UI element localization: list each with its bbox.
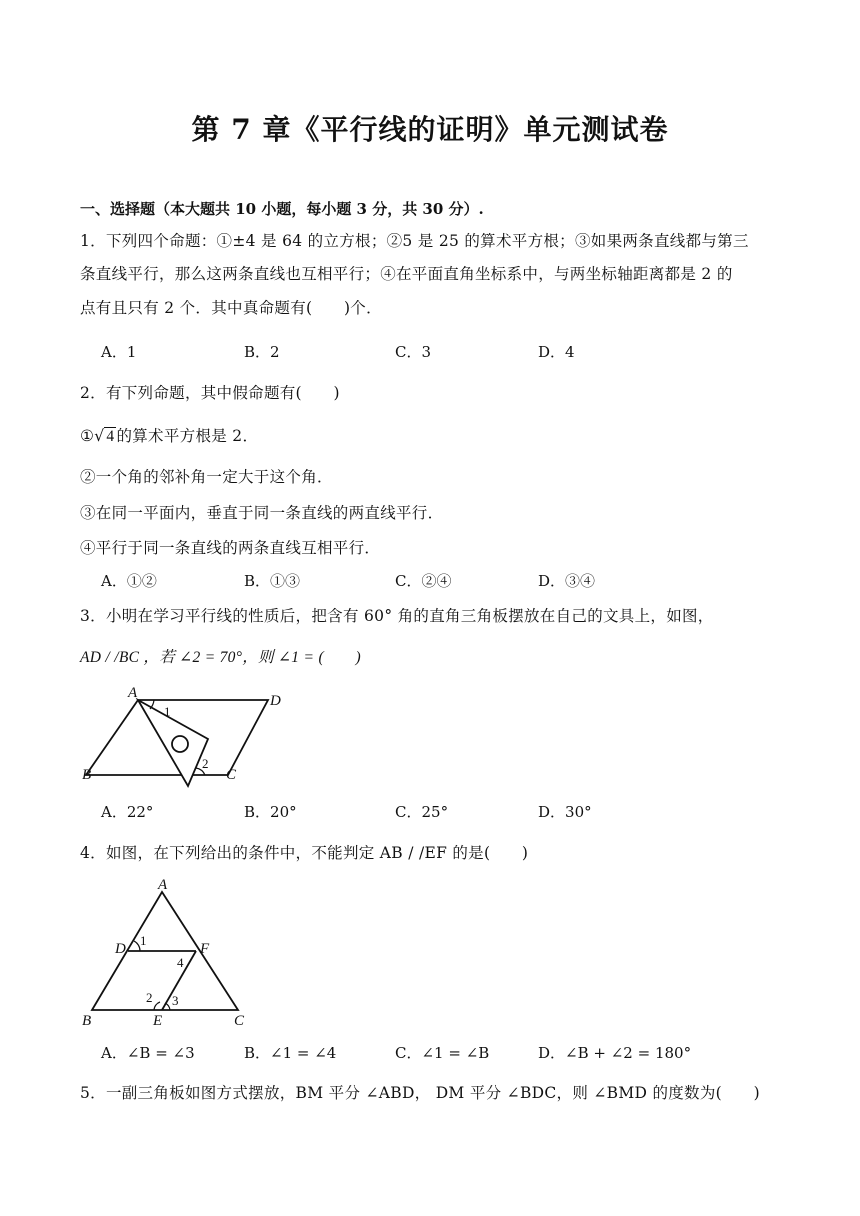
label-d: D	[270, 693, 281, 709]
q4-option-a: A．∠B = ∠3	[101, 1044, 195, 1062]
q1-line-2: 条直线平行，那么这两条直线也互相平行；④在平面直角坐标系中，与两坐标轴距离都是 2 的	[80, 265, 733, 283]
q2-statement-2: ②一个角的邻补角一定大于这个角．	[80, 468, 333, 486]
label-b: B	[82, 1013, 92, 1028]
angle-4-label: 4	[177, 955, 184, 970]
angle-3-arc	[165, 1003, 170, 1010]
q2-statement-3: ③在同一平面内，垂直于同一条直线的两直线平行．	[80, 504, 444, 522]
angle-2-label: 2	[146, 990, 153, 1005]
label-f: F	[200, 941, 210, 957]
label-b: B	[82, 767, 92, 783]
q1-line-3: 点有且只有 2 个．其中真命题有( )个．	[80, 299, 382, 317]
q4-figure	[74, 876, 259, 1028]
q3-option-d: D．30°	[538, 803, 592, 821]
label-d: D	[115, 941, 126, 957]
q3-option-c: C．25°	[395, 803, 449, 821]
q1-option-b: B．2	[244, 343, 280, 361]
q2-option-b: B．①③	[244, 572, 301, 590]
q2-option-c: C．②④	[395, 572, 452, 590]
q4-option-c: C．∠1 = ∠B	[395, 1044, 490, 1062]
page-title: 第 7 章《平行线的证明》单元测试卷	[191, 113, 669, 146]
q4-option-b: B．∠1 = ∠4	[244, 1044, 337, 1062]
q3-line-1: 3．小明在学习平行线的性质后，把含有 60° 角的直角三角板摆放在自己的文具上，如图，	[80, 607, 714, 625]
q3-option-a: A．22°	[101, 803, 154, 821]
q2-stem: 2．有下列命题，其中假命题有( )	[80, 384, 340, 402]
q2-statement-4: ④平行于同一条直线的两条直线互相平行．	[80, 539, 381, 557]
label-c: C	[234, 1013, 245, 1028]
label-c: C	[226, 767, 237, 783]
angle-3-label: 3	[172, 993, 179, 1008]
q2-option-d: D．③④	[538, 572, 596, 590]
q4-option-d: D．∠B + ∠2 = 180°	[538, 1044, 692, 1062]
q5-stem: 5．一副三角板如图方式摆放，BM 平分 ∠ABD， DM 平分 ∠BDC，则 ∠BMD 的度数为( )	[80, 1084, 760, 1102]
q1-option-d: D．4	[538, 343, 575, 361]
q2-statement-1	[80, 424, 258, 446]
sqrt-symbol: √	[94, 427, 105, 445]
angle-1-label: 1	[164, 704, 171, 719]
q3-line-2: AD / /BC ，若 ∠2 = 70°，则 ∠1 = ( )	[80, 649, 361, 666]
label-e: E	[153, 1013, 163, 1028]
angle-1-label: 1	[140, 933, 147, 948]
q2-option-a: A．①②	[101, 572, 157, 590]
q1-option-a: A．1	[101, 343, 137, 361]
label-a: A	[158, 877, 168, 893]
sqrt-radicand: 4	[106, 428, 115, 445]
angle-2-arc	[154, 1002, 160, 1010]
label-a: A	[128, 685, 138, 701]
q1-line-1: 1．下列四个命题：①±4 是 64 的立方根；②5 是 25 的算术平方根；③如果两条直线都与第三	[80, 232, 749, 250]
q2-s1-text: 的算术平方根是 2．	[116, 427, 259, 445]
q2-s1-marker: ①	[80, 427, 95, 445]
q1-option-c: C．3	[395, 343, 432, 361]
angle-2-label: 2	[202, 756, 209, 771]
q4-stem: 4．如图，在下列给出的条件中，不能判定 AB / /EF 的是( )	[80, 844, 529, 862]
triangle-ruler	[138, 700, 208, 786]
q3-figure	[74, 682, 294, 788]
q3-option-b: B．20°	[244, 803, 297, 821]
section-heading: 一、选择题（本大题共 10 小题，每小题 3 分，共 30 分）.	[80, 200, 484, 218]
